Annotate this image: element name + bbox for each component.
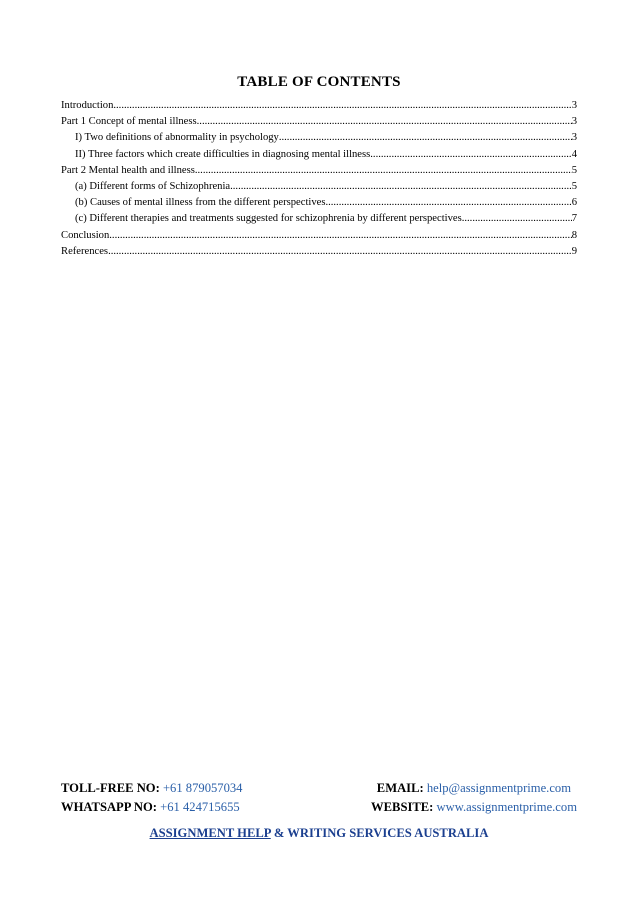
whatsapp-label: WHATSAPP NO: xyxy=(61,800,157,814)
table-of-contents xyxy=(61,98,577,260)
toc-entry-page: 9 xyxy=(571,245,577,257)
toc-entry-three-factors[interactable] xyxy=(61,147,577,163)
brand-link[interactable]: ASSIGNMENT HELP xyxy=(149,826,271,840)
toc-entry-page: 5 xyxy=(571,180,577,192)
toc-entry-part-1[interactable] xyxy=(61,114,577,130)
toc-entry-page: 7 xyxy=(571,213,577,225)
tollfree-contact xyxy=(61,779,242,798)
toc-dot-leader xyxy=(462,211,572,227)
toc-entry-conclusion[interactable] xyxy=(61,228,577,244)
toc-entry-text: (b) Causes of mental illness from the different perspectives xyxy=(75,197,326,209)
footer-row-phone-email xyxy=(61,779,577,798)
website-url[interactable]: www.assignmentprime.com xyxy=(436,800,577,814)
toc-entry-page: 6 xyxy=(571,197,577,209)
toc-dot-leader xyxy=(370,147,571,163)
toc-entry-page: 3 xyxy=(571,132,577,144)
toc-entry-text: Conclusion xyxy=(61,229,110,241)
toc-entry-forms-of-schizophrenia[interactable] xyxy=(61,179,577,195)
toc-entry-therapies-and-treatments[interactable] xyxy=(61,211,577,227)
toc-entry-text: (a) Different forms of Schizophrenia xyxy=(75,180,231,192)
toc-entry-text: Part 2 Mental health and illness xyxy=(61,164,195,176)
tollfree-number[interactable]: +61 879057034 xyxy=(162,781,243,795)
whatsapp-contact xyxy=(61,798,240,817)
toc-dot-leader xyxy=(230,179,572,195)
toc-entry-text: (c) Different therapies and treatments suggested for schizophrenia by different perspectives xyxy=(75,213,462,225)
toc-entry-references[interactable] xyxy=(61,244,577,260)
email-contact xyxy=(377,779,571,798)
brand-tagline xyxy=(0,826,638,841)
page-title: TABLE OF CONTENTS xyxy=(237,74,401,90)
toc-entry-part-2[interactable] xyxy=(61,163,577,179)
toc-dot-leader xyxy=(195,163,572,179)
toc-entry-text: Part 1 Concept of mental illness xyxy=(61,116,197,128)
toc-entry-page: 8 xyxy=(571,229,577,241)
footer-row-whatsapp-website xyxy=(61,798,577,817)
toc-entry-page: 5 xyxy=(571,164,577,176)
toc-dot-leader xyxy=(279,130,572,146)
website-contact xyxy=(371,798,577,817)
email-address[interactable]: help@assignmentprime.com xyxy=(426,781,571,795)
toc-entry-text: I) Two definitions of abnormality in psychology xyxy=(75,132,279,144)
tollfree-label: TOLL-FREE NO: xyxy=(61,781,160,795)
toc-dot-leader xyxy=(108,244,572,260)
contact-footer xyxy=(61,779,577,817)
email-label: EMAIL: xyxy=(376,781,424,795)
toc-dot-leader xyxy=(113,98,571,114)
toc-entry-page: 3 xyxy=(571,100,577,111)
toc-entry-page: 4 xyxy=(571,148,577,160)
toc-entry-page: 3 xyxy=(571,116,577,128)
toc-entry-text: II) Three factors which create difficulties in diagnosing mental illness xyxy=(75,148,371,160)
toc-entry-introduction[interactable] xyxy=(61,98,577,114)
toc-dot-leader xyxy=(197,114,572,130)
toc-dot-leader xyxy=(109,228,571,244)
toc-entry-two-definitions[interactable] xyxy=(61,130,577,146)
brand-tagline-text: & WRITING SERVICES AUSTRALIA xyxy=(270,826,489,840)
toc-dot-leader xyxy=(325,195,571,211)
toc-entry-causes-of-mental-illness[interactable] xyxy=(61,195,577,211)
toc-entry-text: Introduction xyxy=(61,100,114,111)
website-label: WEBSITE: xyxy=(371,800,434,814)
whatsapp-number[interactable]: +61 424715655 xyxy=(160,800,240,814)
toc-entry-text: References xyxy=(61,245,109,257)
